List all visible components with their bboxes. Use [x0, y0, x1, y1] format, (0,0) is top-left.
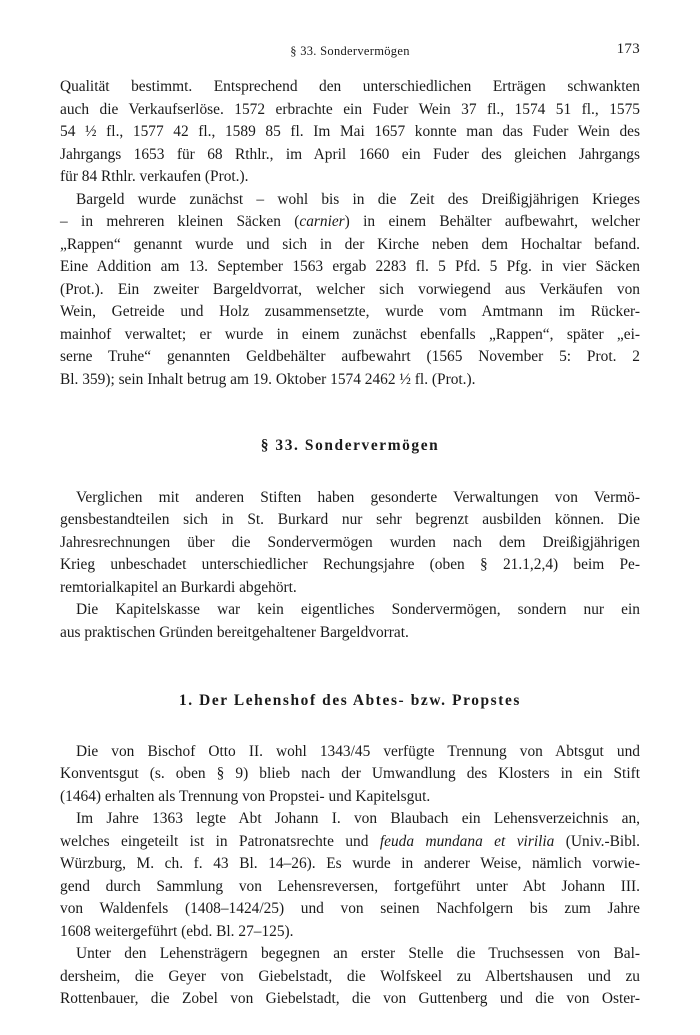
- text-line: (Prot.). Ein zweiter Bargeldvorrat, welcher sich vorwiegend aus Verkäufen von: [60, 280, 640, 298]
- text-line: Unter den Lehensträgern begegnen an erster Stelle die Truchsessen von Bal-: [76, 945, 640, 962]
- text-line: Eine Addition am 13. September 1563 ergab 2283 fl. 5 Pfd. 5 Pfg. in vier Säcken: [60, 258, 640, 275]
- italic-term: carnier: [299, 213, 345, 230]
- text-line: [60, 831, 640, 854]
- paragraph-separation: [60, 741, 640, 809]
- text-line: Verglichen mit anderen Stiften haben gesonderte Verwaltungen von Vermö-: [76, 488, 640, 506]
- text-line: von Waldenfels (1408–1424/25) und von seinen Nachfolgern bis zum Jahre: [60, 900, 640, 917]
- text-line: mainhof verwaltet; er wurde in einem zunächst ebenfalls „Rappen“, später „ei-: [60, 325, 640, 343]
- text-line: Qualität bestimmt. Entsprechend den unterschiedlichen Erträgen schwankten: [60, 78, 640, 95]
- text-line: Wein, Getreide und Holz zusammensetzte, wurde vom Amtmann im Rücker-: [60, 303, 640, 320]
- text-line: Im Jahre 1363 legte Abt Johann I. von Blaubach ein Lehensverzeichnis an,: [76, 810, 640, 827]
- text-line: 1608 weitergeführt (ebd. Bl. 27–125).: [60, 922, 294, 940]
- paragraph-fief-register: [60, 808, 640, 943]
- text-line: Die von Bischof Otto II. wohl 1343/45 verfügte Trennung von Abtsgut und: [76, 742, 640, 760]
- text-span: welches eingeteilt ist in Patronatsrechte und: [60, 832, 380, 850]
- text-line: Würzburg, M. ch. f. 43 Bl. 14–26). Es wurde in anderer Weise, nämlich vorwie-: [60, 855, 640, 872]
- text-line: Bl. 359); sein Inhalt betrug am 19. Oktober 1574 2462 ½ fl. (Prot.).: [60, 370, 476, 388]
- text-span: ) in einem Behälter aufbewahrt, welcher: [344, 213, 640, 230]
- text-span: (Univ.-Bibl.: [554, 832, 641, 850]
- page-number: 173: [616, 41, 640, 57]
- paragraph-fief-holders: [60, 943, 640, 1011]
- paragraph-chapter-cash: [60, 599, 640, 644]
- text-line: remtorialkapitel an Burkardi abgehört.: [60, 578, 297, 596]
- paragraph-cash-storage: [60, 189, 640, 392]
- text-line: gensbestandteilen sich in St. Burkard nur sehr begrenzt ausbilden können. Die: [60, 511, 640, 528]
- text-line: Jahresrechnungen über die Sondervermögen wurden nach dem Dreißigjährigen: [60, 533, 640, 551]
- text-line: Jahrgangs 1653 für 68 Rthlr., im April 1660 ein Fuder des gleichen Jahrgangs: [60, 145, 640, 163]
- text-line: dersheim, die Geyer von Giebelstadt, die Wolfskeel zu Albertshausen und zu: [60, 967, 640, 985]
- text-line: Die Kapitelskasse war kein eigentliches Sondervermögen, sondern nur ein: [76, 601, 640, 618]
- paragraph-special-assets: [60, 487, 640, 600]
- text-line: Bargeld wurde zunächst – wohl bis in die Zeit des Dreißigjährigen Krieges: [76, 190, 640, 208]
- body-text: [60, 76, 640, 1011]
- text-line: Krieg unbeschadet unterschiedlicher Rechungsjahre (oben § 21.1,2,4) beim Pe-: [60, 556, 640, 573]
- running-head: [60, 41, 640, 59]
- text-line: Rottenbauer, die Zobel von Giebelstadt, die von Guttenberg und die von Oster-: [60, 990, 640, 1007]
- section-heading: § 33. Sondervermögen: [260, 437, 440, 454]
- subsection-heading: 1. Der Lehenshof des Abtes- bzw. Propstes: [178, 692, 522, 709]
- text-line: aus praktischen Gründen bereitgehaltener Bargeldvorrat.: [60, 623, 409, 641]
- text-line: 54 ½ fl., 1577 42 fl., 1589 85 fl. Im Mai 1657 konnte man das Fuder Wein des: [60, 123, 640, 140]
- italic-term: feuda mundana et virilia: [379, 832, 555, 850]
- text-line: „Rappen“ genannt wurde und sich in der Kirche neben dem Hochaltar befand.: [60, 235, 640, 253]
- text-line: gend durch Sammlung von Lehensreversen, fortgeführt unter Abt Johann III.: [60, 877, 640, 895]
- paragraph-wine-prices: [60, 76, 640, 189]
- text-line: auch die Verkaufserlöse. 1572 erbrachte ein Fuder Wein 37 fl., 1574 51 fl., 1575: [60, 100, 640, 118]
- text-line: (1464) erhalten als Trennung von Propstei- und Kapitelsgut.: [60, 787, 431, 805]
- running-head-title: § 33. Sondervermögen: [290, 44, 410, 58]
- text-line: serne Truhe“ genannten Geldbehälter aufbewahrt (1565 November 5: Prot. 2: [60, 348, 640, 365]
- text-span: – in mehreren kleinen Säcken (: [60, 213, 300, 230]
- text-line: Konventsgut (s. oben § 9) blieb nach der Umwandlung des Klosters in ein Stift: [60, 765, 640, 782]
- text-line: für 84 Rthlr. verkaufen (Prot.).: [60, 168, 249, 185]
- text-line: [60, 211, 640, 234]
